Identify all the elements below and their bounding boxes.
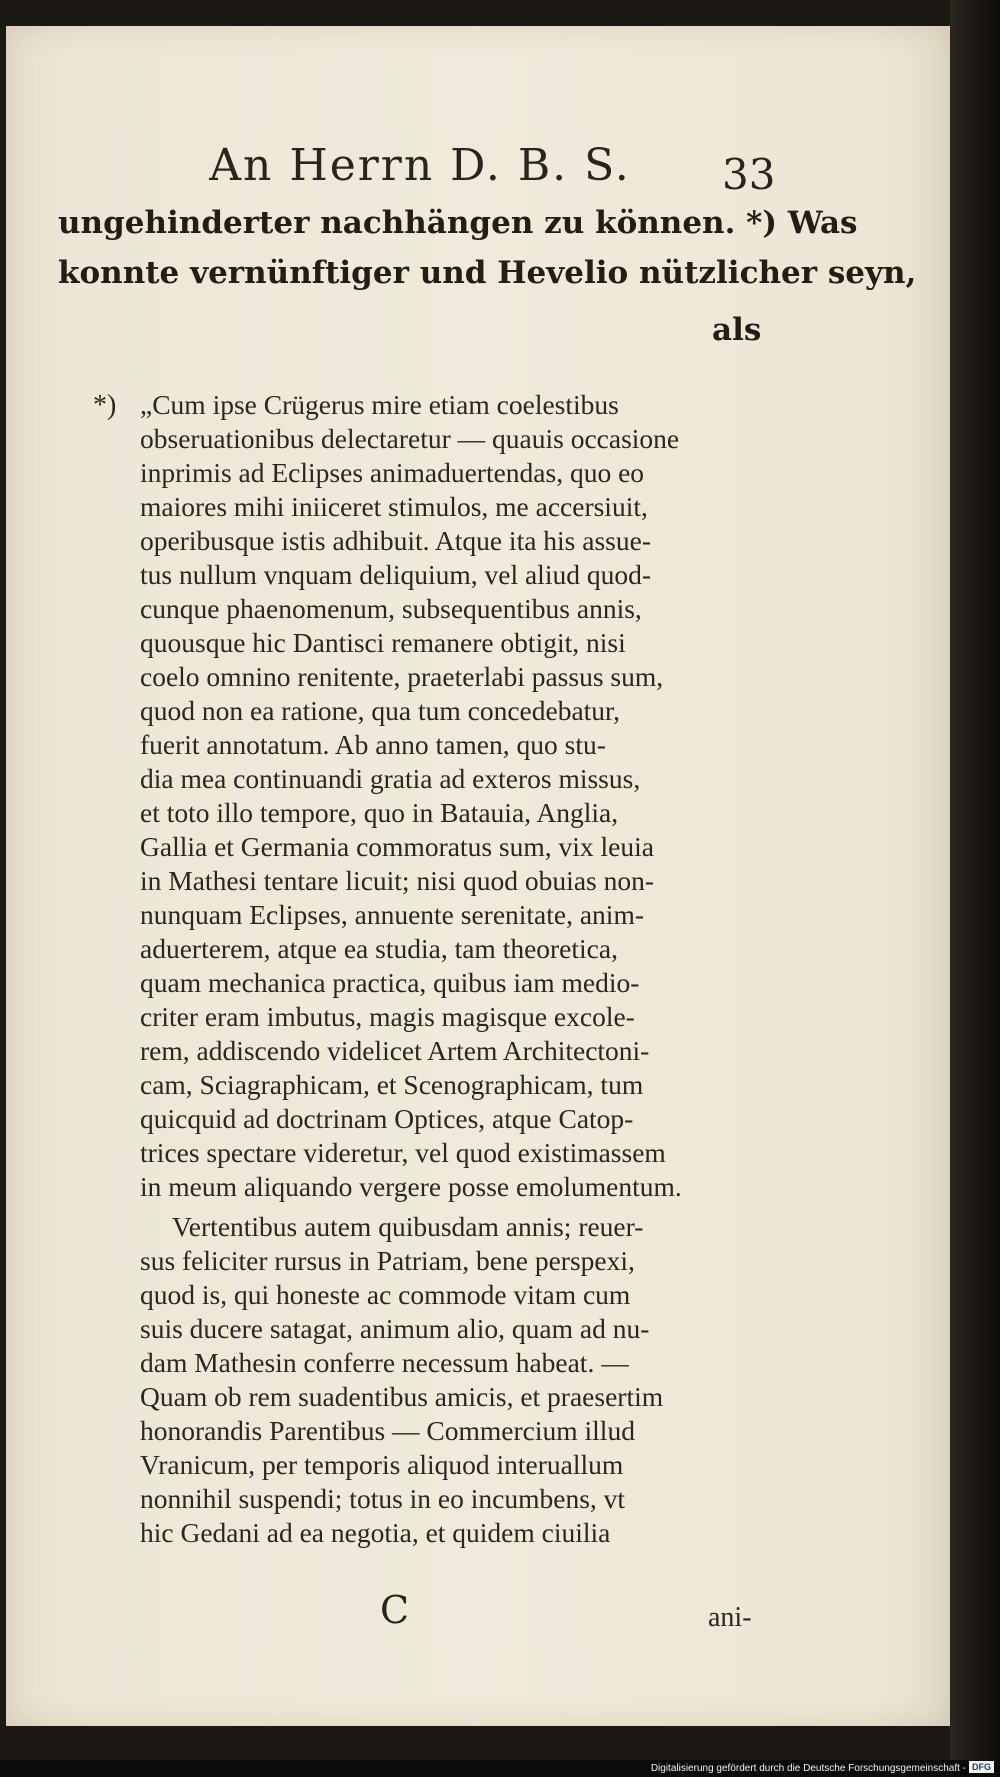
footnote-line: quicquid ad doctrinam Optices, atque Catop- [140,1103,634,1134]
footnote-line: operibusque istis adhibuit. Atque ita his assue- [140,525,651,556]
footnote-line: cam, Sciagraphicam, et Scenographicam, tum [140,1069,644,1100]
digitization-credit [651,1760,994,1777]
footnote-line: in Mathesi tentare licuit; nisi quod obuias non- [140,865,655,896]
footnote-text [90,388,767,1550]
footnote-line: tus nullum vnquam deliquium, vel aliud quod- [140,559,651,590]
footnote-line: nunquam Eclipses, annuente serenitate, anim- [140,899,644,930]
footnote-line: suis ducere satagat, animum alio, quam ad nu- [140,1313,650,1344]
footnote-line: criter eram imbutus, magis magisque excole- [140,1001,635,1032]
footnote-line: in meum aliquando vergere posse emolumentum. [140,1171,682,1202]
footnote-line: rem, addiscendo videlicet Artem Architectoni- [140,1035,650,1066]
footnote-line: quod is, qui honeste ac commode vitam cum [140,1279,631,1310]
footnote-line: Gallia et Germania commoratus sum, vix leuia [140,831,654,862]
footnote-line: fuerit annotatum. Ab anno tamen, quo stu- [140,729,606,760]
footnote-line: obseruationibus delectaretur — quauis occasione [140,423,680,454]
footnote-line: inprimis ad Eclipses animaduertendas, quo eo [140,457,645,488]
footnote-line: hic Gedani ad ea negotia, et quidem ciuilia [140,1517,611,1548]
footnote-line: coelo omnino renitente, praeterlabi passus sum, [140,661,664,692]
signature-mark: C [380,1588,410,1632]
body-line-1: ungehinderter nachhängen zu können. *) Was [58,205,858,241]
catchword: ani- [708,1602,752,1633]
footnote-line: Vranicum, per temporis aliquod interuallum [140,1449,624,1480]
footnote-line: Vertentibus autem quibusdam annis; reuer- [172,1211,644,1242]
footnote-line: dia mea continuandi gratia ad exteros missus, [140,763,641,794]
book-edge [950,0,1000,1777]
footnote-line: honorandis Parentibus — Commercium illud [140,1415,635,1446]
footnote-line: et toto illo tempore, quo in Batauia, Anglia, [140,797,619,828]
footnote-line: maiores mihi iniiceret stimulos, me accersiuit, [140,491,648,522]
footnote-line: dam Mathesin conferre necessum habeat. — [140,1347,629,1378]
page-number: 33 [722,150,776,199]
footnote-line: trices spectare videretur, vel quod existimassem [140,1137,666,1168]
footnote-line: aduerterem, atque ea studia, tam theoretica, [140,933,618,964]
footnote-line: quousque hic Dantisci remanere obtigit, nisi [140,627,626,658]
credit-text: Digitalisierung gefördert durch die Deutsche Forschungsgemeinschaft - [650,1763,966,1774]
footnote-line: „Cum ipse Crügerus mire etiam coelestibus [140,389,619,420]
running-head: An Herrn D. B. S. [209,140,631,191]
footnote-line: quam mechanica practica, quibus iam medio- [140,967,640,998]
footnote-line: nonnihil suspendi; totus in eo incumbens, vt [140,1483,626,1514]
body-line-2: konnte vernünftiger und Hevelio nützlicher seyn, [58,255,917,291]
dfg-logo: DFG [969,1761,994,1773]
footnote-line: Quam ob rem suadentibus amicis, et praesertim [140,1381,664,1412]
footnote-line: cunque phaenomenum, subsequentibus annis, [140,593,642,624]
footnote-marker: *) [93,390,117,421]
footnote-line: sus feliciter rursus in Patriam, bene perspexi, [140,1245,635,1276]
body-line-3: als [712,312,762,348]
footnote-line: quod non ea ratione, qua tum concedebatur, [140,695,620,726]
